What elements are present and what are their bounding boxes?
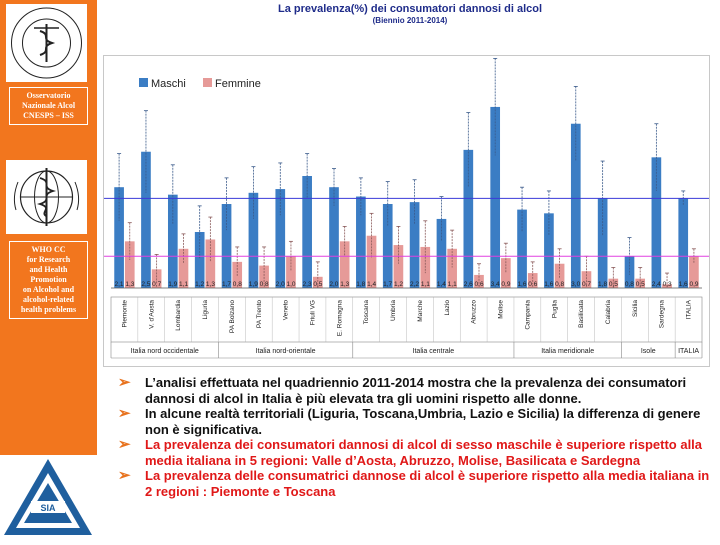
bar-value-label: 1,6 0,6 <box>517 281 538 288</box>
finding-4-text: La prevalenza delle consumatrici dannose di alcol è superiore rispetto alla media italiana in 2 regioni : Piemonte e Toscana <box>145 468 710 499</box>
who-logo <box>6 160 87 234</box>
group-label: Italia nord-orientale <box>255 348 316 355</box>
category-label: V. d'Aosta <box>148 300 156 329</box>
category-label: E. Romagna <box>336 300 344 337</box>
page-title: La prevalenza(%) dei consumatori dannosi di alcol <box>277 3 543 15</box>
bar-value-label: 2,4 0,3 <box>651 281 672 288</box>
finding-4 <box>118 468 713 499</box>
bar-value-label: 1,6 0,9 <box>678 281 699 288</box>
bar-value-label: 1,8 0,5 <box>598 281 618 288</box>
whocc-line-4: Promotion <box>30 275 67 284</box>
legend-swatch-maschi <box>139 78 148 87</box>
whocc-line-6: alcohol-related <box>23 295 74 304</box>
arrow-bullet-icon: ➢ <box>118 436 131 453</box>
whocc-box <box>9 241 88 319</box>
bar-value-label: 1,9 0,8 <box>248 281 269 288</box>
osservatorio-line-1: Osservatorio <box>26 91 71 100</box>
finding-2 <box>118 406 713 437</box>
whocc-line-5: on Alcohol and <box>22 285 75 294</box>
category-label: Sicilia <box>631 300 639 317</box>
bar-value-label: 1,7 1,2 <box>383 281 404 288</box>
bar-maschi <box>652 157 662 288</box>
finding-3-text: La prevalenza dei consumatori dannosi di alcol di sesso maschile è superiore rispetto alla media italiana in 5 regioni: Valle d’Aosta, Abruzzo, Molise, Basilicata e Sardegna <box>145 437 703 468</box>
category-label: Umbria <box>390 300 398 321</box>
whocc-line-2: for Research <box>26 255 71 264</box>
finding-1 <box>118 375 713 406</box>
category-label: Lazio <box>443 300 451 316</box>
prevalence-chart <box>104 56 709 366</box>
finding-1-text: L’analisi effettuata nel quadriennio 2011-2014 mostra che la prevalenza dei consumatori dannosi di alcol in Italia è più elevata tra gli uomini rispetto alle donne. <box>145 375 687 406</box>
osservatorio-line-3: CNESPS – ISS <box>23 111 74 120</box>
bar-maschi <box>356 197 366 288</box>
arrow-bullet-icon: ➢ <box>118 467 131 484</box>
bar-value-label: 1,9 1,1 <box>168 281 189 288</box>
sia-logo <box>0 455 97 540</box>
sia-triangle-icon <box>0 455 97 540</box>
bar-value-label: 3,0 0,7 <box>571 281 592 288</box>
category-label: Campania <box>524 300 532 330</box>
category-label: Calabria <box>604 300 612 325</box>
bar-value-label: 2,3 0,5 <box>302 281 323 288</box>
bar-maschi <box>410 202 420 288</box>
arrow-bullet-icon: ➢ <box>118 405 131 422</box>
iss-seal-icon <box>6 4 87 82</box>
osservatorio-box <box>9 87 88 125</box>
category-label: Sardegna <box>658 300 666 329</box>
bar-value-label: 2,6 0,6 <box>463 281 484 288</box>
bar-value-label: 1,7 0,8 <box>221 281 242 288</box>
bar-maschi <box>437 219 447 288</box>
sia-logo-text: SIA <box>40 503 56 513</box>
bar-value-label: 2,5 0,7 <box>141 281 162 288</box>
finding-3 <box>118 437 713 468</box>
bar-maschi <box>598 198 608 288</box>
category-label: Toscana <box>363 300 371 325</box>
group-label: Italia meridionale <box>541 348 595 355</box>
category-label: Marche <box>416 300 424 322</box>
whocc-line-7: health problems <box>20 305 77 314</box>
category-label: Lombardia <box>175 300 183 331</box>
bar-maschi <box>222 204 232 288</box>
category-label: Veneto <box>282 300 290 321</box>
bar-value-label: 3,4 0,9 <box>490 281 511 288</box>
bar-value-label: 1,4 1,1 <box>436 281 457 288</box>
bar-value-label: 2,0 1,3 <box>329 281 350 288</box>
bar-value-label: 2,0 1,0 <box>275 281 296 288</box>
iss-logo <box>6 4 87 82</box>
bar-value-label: 1,6 0,8 <box>544 281 565 288</box>
finding-2-text: In alcune realtà territoriali (Liguria, Toscana,Umbria, Lazio e Sicilia) la differenza di genere non è significativa. <box>145 406 701 437</box>
group-label: Isole <box>640 348 656 355</box>
who-emblem-icon <box>6 160 87 234</box>
group-label: Italia nord occidentale <box>130 348 199 355</box>
chart-frame <box>103 55 710 367</box>
category-label: Abruzzo <box>470 300 478 324</box>
whocc-line-1: WHO CC <box>31 245 66 254</box>
group-label: ITALIA <box>678 348 700 355</box>
category-label: PA Bolzano <box>228 300 236 334</box>
bar-value-label: 1,2 1,3 <box>195 281 215 288</box>
group-label: Italia centrale <box>412 348 455 355</box>
legend-swatch-femmine <box>203 78 212 87</box>
category-label: Piemonte <box>121 300 129 328</box>
category-label: Basilicata <box>578 300 586 328</box>
bar-value-label: 2,2 1,1 <box>409 281 430 288</box>
bar-value-label: 0,8 0,5 <box>624 281 645 288</box>
legend-label-maschi: Maschi <box>151 78 186 90</box>
bar-value-label: 2,1 1,3 <box>114 281 135 288</box>
category-label: PA Trento <box>255 300 263 329</box>
category-label: Friuli VG <box>309 300 317 326</box>
category-label: Molise <box>497 300 505 319</box>
category-label: Puglia <box>551 300 559 319</box>
category-label: ITALIA <box>685 300 693 320</box>
whocc-line-3: and Health <box>29 265 68 274</box>
arrow-bullet-icon: ➢ <box>118 374 131 391</box>
legend-label-femmine: Femmine <box>215 78 261 90</box>
category-label: Liguria <box>202 300 210 320</box>
page-subtitle: (Biennio 2011-2014) <box>372 16 448 25</box>
findings-list <box>118 375 713 499</box>
bar-value-label: 1,8 1,4 <box>356 281 377 288</box>
bar-maschi <box>678 198 688 288</box>
osservatorio-line-2: Nazionale Alcol <box>21 101 76 110</box>
